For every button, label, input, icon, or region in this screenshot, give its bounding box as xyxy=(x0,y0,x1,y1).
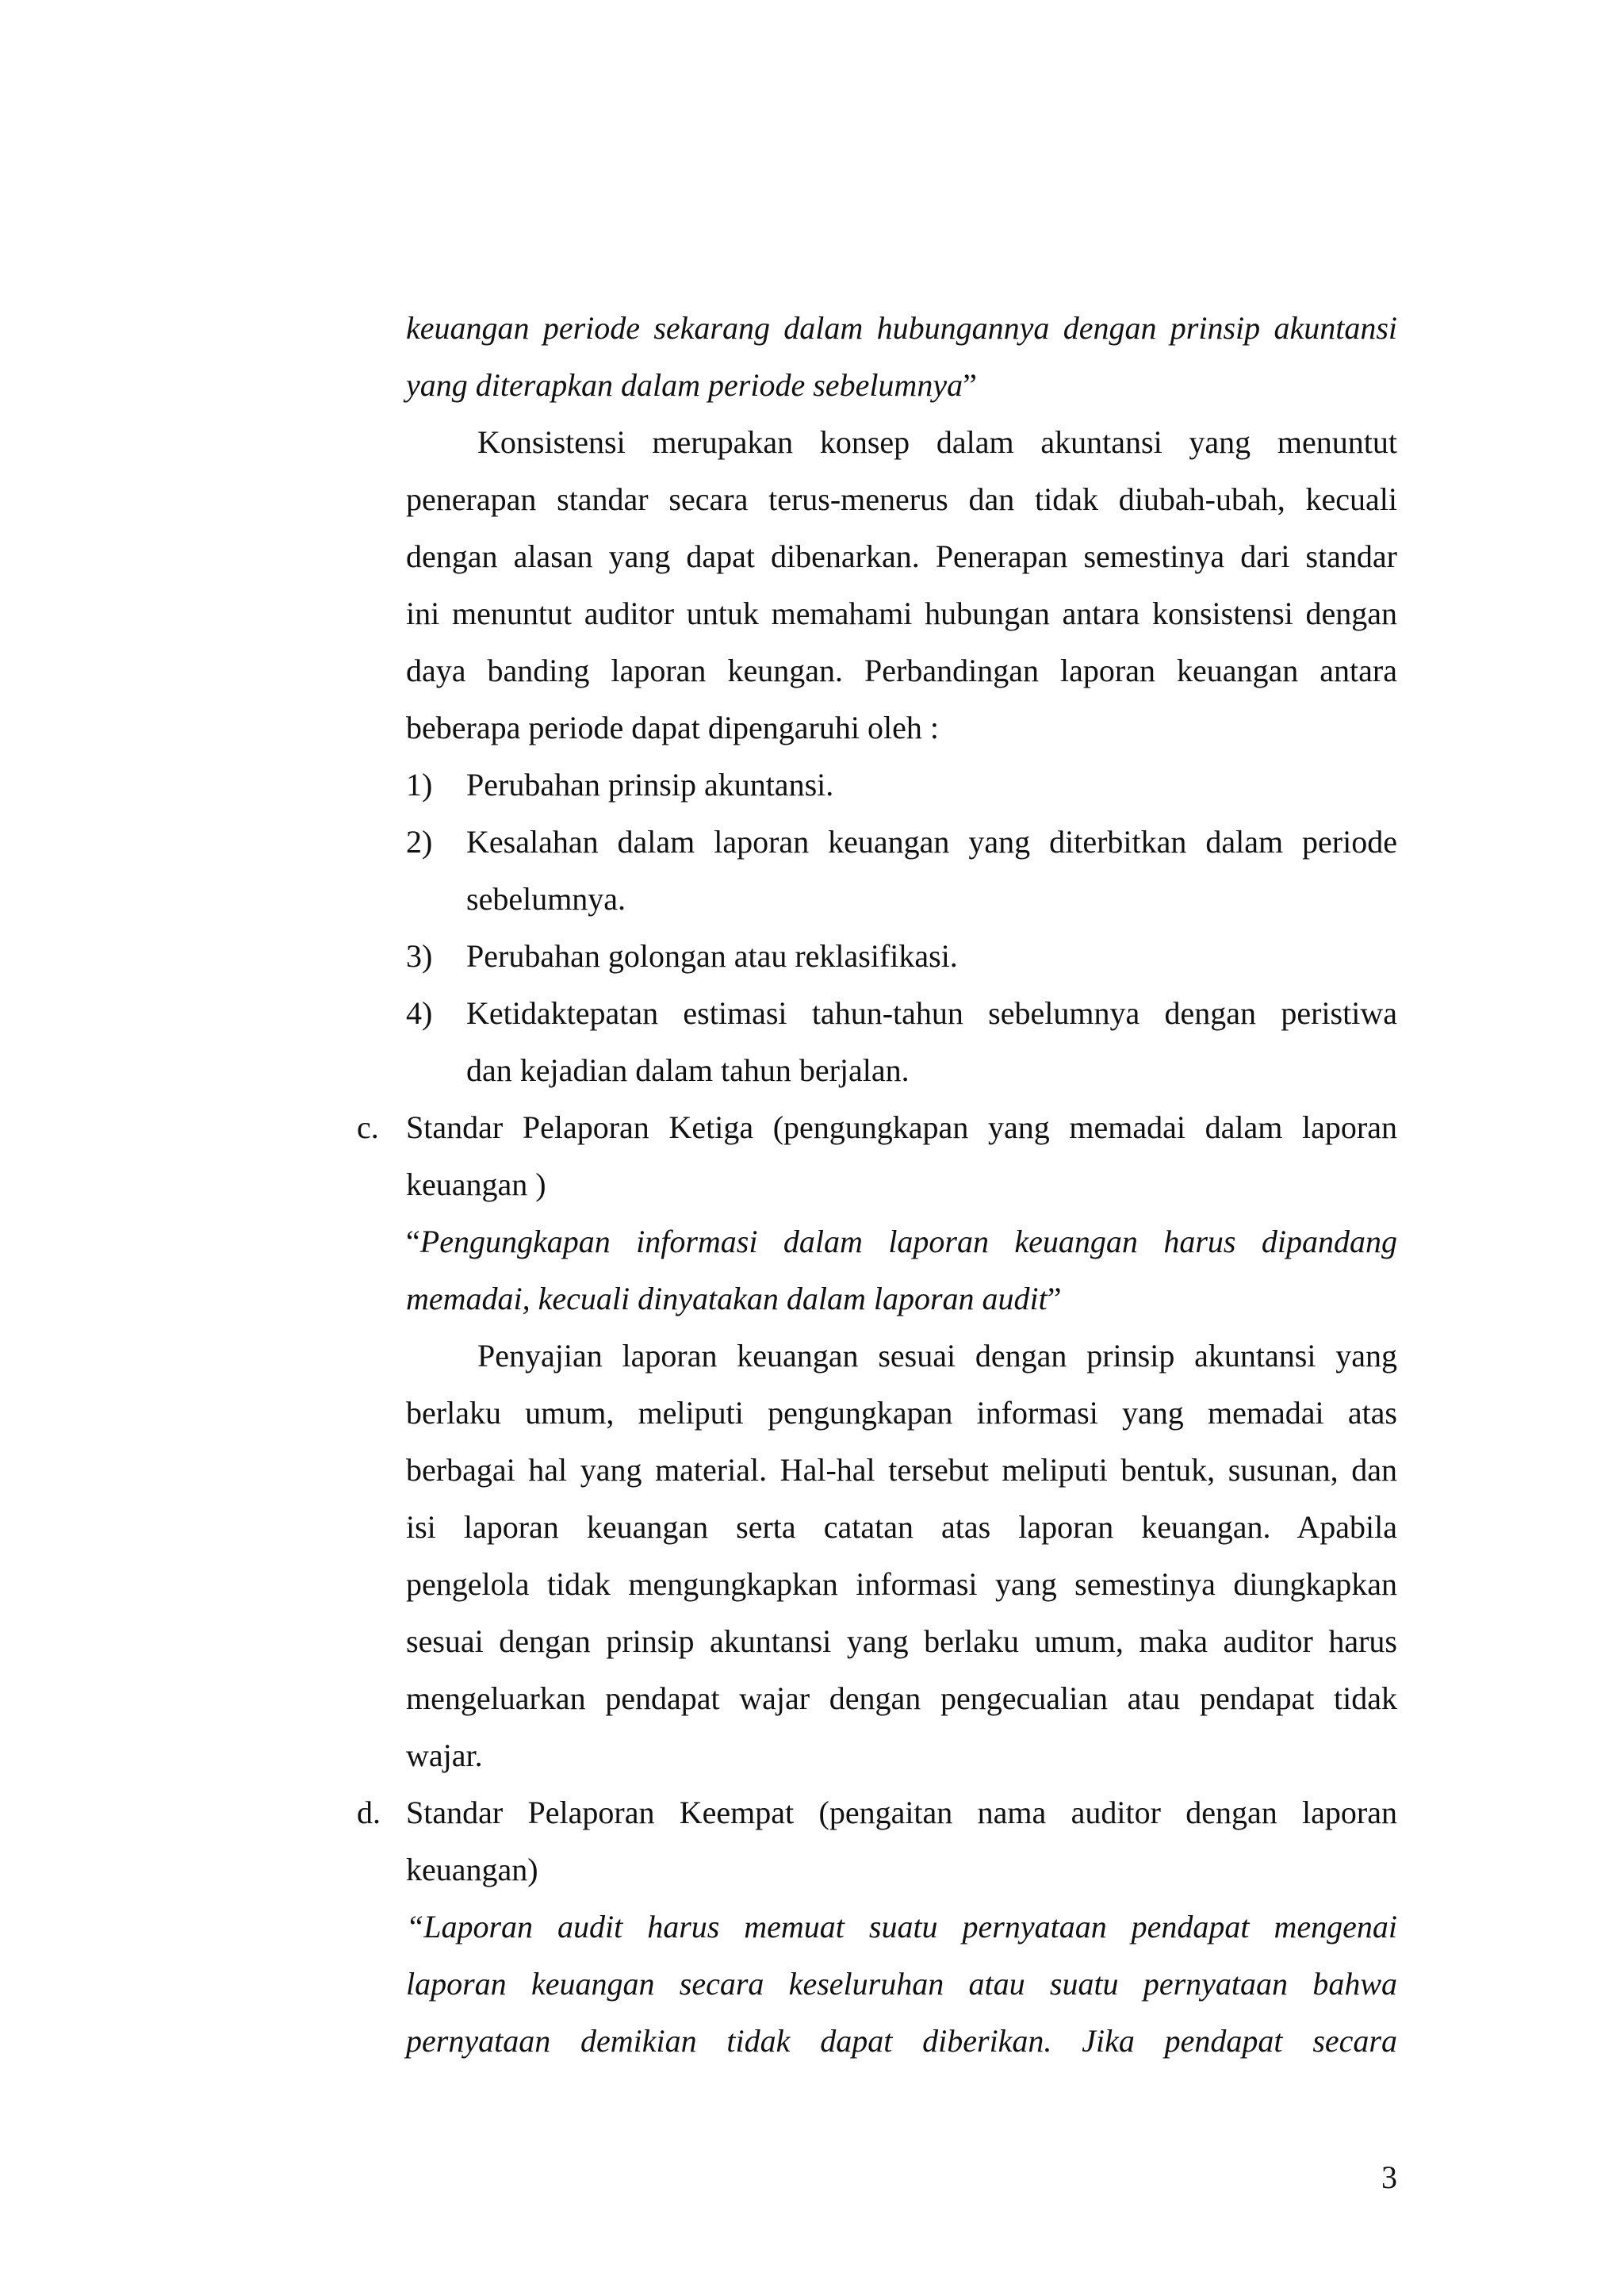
paragraph-line: sesuai dengan prinsip akuntansi yang berlaku umum, maka auditor harus xyxy=(406,1623,1397,1659)
list-number: 3) xyxy=(406,938,433,974)
list-number: 4) xyxy=(406,995,433,1031)
opening-quote: “ xyxy=(406,1224,420,1259)
closing-quote: ” xyxy=(1047,1281,1062,1316)
paragraph-line: penerapan standar secara terus-menerus dan tidak diubah-ubah, kecuali xyxy=(406,481,1397,517)
list-item-text: Perubahan golongan atau reklasifikasi. xyxy=(466,938,958,974)
paragraph-line: daya banding laporan keungan. Perbandingan laporan keuangan antara xyxy=(406,653,1397,688)
section-heading: keuangan) xyxy=(406,1852,538,1887)
section-heading: keuangan ) xyxy=(406,1167,546,1202)
paragraph-line: mengeluarkan pendapat wajar dengan pengecualian atau pendapat tidak xyxy=(406,1680,1397,1716)
paragraph-line: isi laporan keuangan serta catatan atas laporan keuangan. Apabila xyxy=(406,1509,1397,1545)
section-heading: Standar Pelaporan Ketiga (pengungkapan yang memadai dalam laporan xyxy=(406,1109,1397,1145)
paragraph-line: berlaku umum, meliputi pengungkapan informasi yang memadai atas xyxy=(406,1395,1397,1431)
quote-text: yang diterapkan dalam periode sebelumnya xyxy=(406,367,963,403)
paragraph-line: Penyajian laporan keuangan sesuai dengan prinsip akuntansi yang xyxy=(477,1338,1397,1374)
list-number: 1) xyxy=(406,767,433,803)
closing-quote: ” xyxy=(963,367,977,403)
list-item-text: dan kejadian dalam tahun berjalan. xyxy=(466,1052,910,1088)
quote-line: “Laporan audit harus memuat suatu pernyataan pendapat mengenai xyxy=(406,1909,1397,1944)
quote-line xyxy=(406,1223,1397,1261)
list-item-text: Ketidaktepatan estimasi tahun-tahun sebelumnya dengan peristiwa xyxy=(466,995,1397,1031)
section-marker: c. xyxy=(357,1109,379,1145)
list-number: 2) xyxy=(406,824,433,860)
quote-line: pernyataan demikian tidak dapat diberikan. Jika pendapat secara xyxy=(406,2023,1397,2059)
paragraph-line: pengelola tidak mengungkapkan informasi yang semestinya diungkapkan xyxy=(406,1566,1397,1602)
list-item-text: Kesalahan dalam laporan keuangan yang diterbitkan dalam periode xyxy=(466,824,1397,860)
paragraph-line: Konsistensi merupakan konsep dalam akuntansi yang menuntut xyxy=(477,424,1397,460)
paragraph-line: berbagai hal yang material. Hal-hal tersebut meliputi bentuk, susunan, dan xyxy=(406,1452,1397,1488)
list-item-text: sebelumnya. xyxy=(466,881,626,917)
list-item-text: Perubahan prinsip akuntansi. xyxy=(466,767,834,803)
paragraph-line: dengan alasan yang dapat dibenarkan. Penerapan semestinya dari standar xyxy=(406,538,1397,574)
quote-text: Pengungkapan informasi dalam laporan keuangan harus dipandang xyxy=(419,1224,1397,1259)
quote-line: keuangan periode sekarang dalam hubungannya dengan prinsip akuntansi xyxy=(406,310,1397,346)
paragraph-line: beberapa periode dapat dipengaruhi oleh : xyxy=(406,710,939,745)
section-heading: Standar Pelaporan Keempat (pengaitan nama auditor dengan laporan xyxy=(406,1795,1397,1830)
quote-line xyxy=(406,1280,1397,1318)
quote-line: laporan keuangan secara keseluruhan atau suatu pernyataan bahwa xyxy=(406,1966,1397,2002)
paragraph-line: ini menuntut auditor untuk memahami hubungan antara konsistensi dengan xyxy=(406,596,1397,631)
page-number: 3 xyxy=(1381,2159,1397,2195)
paragraph-line: wajar. xyxy=(406,1738,483,1773)
section-marker: d. xyxy=(357,1795,381,1830)
quote-line xyxy=(406,366,1397,404)
quote-text: memadai, kecuali dinyatakan dalam laporan audit xyxy=(406,1281,1048,1316)
